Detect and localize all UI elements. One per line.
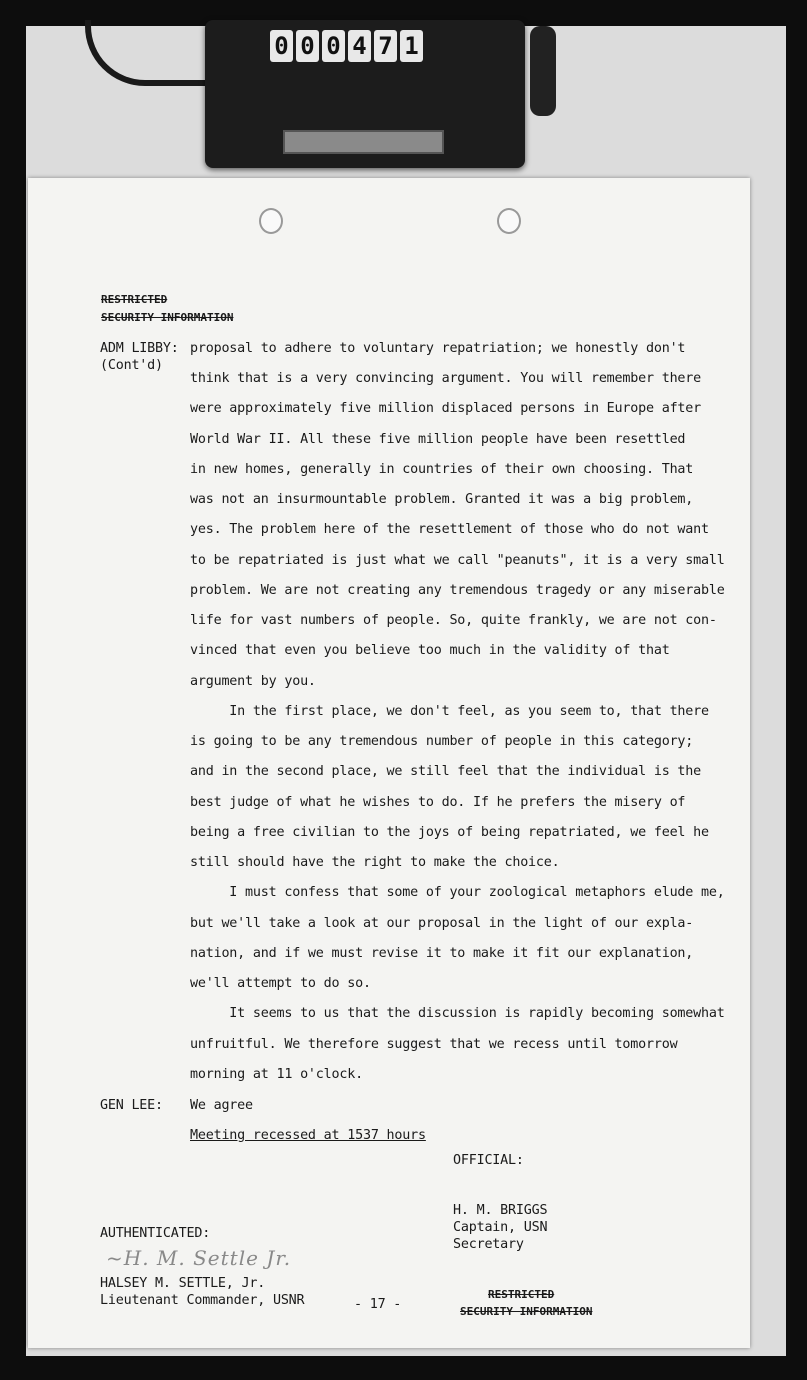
body-line: nation, and if we must revise it to make it fit our explanation,	[190, 946, 694, 961]
body-line: and in the second place, we still feel that the individual is the	[190, 764, 702, 779]
body-line: was not an insurmountable problem. Granted it was a big problem,	[190, 492, 694, 507]
body-line: is going to be any tremendous number of people in this category;	[190, 734, 694, 749]
speaker-statement: We agree	[190, 1098, 253, 1113]
official-label: OFFICIAL:	[453, 1153, 524, 1168]
header-classification: RESTRICTED	[101, 293, 168, 306]
official-title: Secretary	[453, 1237, 524, 1252]
body-line: think that is a very convincing argument. You will remember there	[190, 371, 702, 386]
punch-hole	[497, 208, 521, 234]
body-line: best judge of what he wishes to do. If he prefers the misery of	[190, 795, 686, 810]
footer-classification: RESTRICTED	[488, 1288, 555, 1301]
official-name: H. M. BRIGGS	[453, 1203, 548, 1218]
body-line: being a free civilian to the joys of being repatriated, we feel he	[190, 825, 709, 840]
authenticated-name: HALSEY M. SETTLE, Jr.	[100, 1276, 266, 1291]
counter-digit: 4	[348, 30, 371, 62]
counter-digit: 7	[374, 30, 397, 62]
footer-security-information: SECURITY INFORMATION	[460, 1305, 593, 1318]
official-rank: Captain, USN	[453, 1220, 548, 1235]
body-line: yes. The problem here of the resettlement of those who do not want	[190, 522, 709, 537]
body-line: proposal to adhere to voluntary repatriation; we honestly don't	[190, 341, 686, 356]
body-line: I must confess that some of your zoological metaphors elude me,	[190, 885, 725, 900]
speaker-name: ADM LIBBY:	[100, 341, 179, 356]
body-line: vinced that even you believe too much in the validity of that	[190, 643, 670, 658]
body-line: In the first place, we don't feel, as you seem to, that there	[190, 704, 709, 719]
counter-digit: 0	[322, 30, 345, 62]
counter-digit: 0	[296, 30, 319, 62]
body-line: problem. We are not creating any tremendous tragedy or any miserable	[190, 583, 725, 598]
speaker-continued: (Cont'd)	[100, 358, 163, 373]
counter-digit: 0	[270, 30, 293, 62]
page-number: - 17 -	[354, 1297, 402, 1312]
authenticated-rank: Lieutenant Commander, USNR	[100, 1293, 305, 1308]
body-line: World War II. All these five million people have been resettled	[190, 432, 686, 447]
counter-digit: 1	[400, 30, 423, 62]
body-line: to be repatriated is just what we call "peanuts", it is a very small	[190, 553, 725, 568]
header-security-information: SECURITY INFORMATION	[101, 311, 234, 324]
body-line: we'll attempt to do so.	[190, 976, 371, 991]
body-line: argument by you.	[190, 674, 316, 689]
body-line: still should have the right to make the choice.	[190, 855, 560, 870]
handwritten-signature: ~H. M. Settle Jr.	[106, 1246, 292, 1270]
punch-hole	[259, 208, 283, 234]
body-line: life for vast numbers of people. So, quite frankly, we are not con-	[190, 613, 717, 628]
body-line: unfruitful. We therefore suggest that we recess until tomorrow	[190, 1037, 678, 1052]
body-line: but we'll take a look at our proposal in the light of our expla-	[190, 916, 694, 931]
body-line: morning at 11 o'clock.	[190, 1067, 363, 1082]
speaker-name: GEN LEE:	[100, 1098, 163, 1113]
recess-note: Meeting recessed at 1537 hours	[190, 1128, 426, 1143]
counter-slot	[283, 130, 444, 154]
body-line: were approximately five million displaced persons in Europe after	[190, 401, 702, 416]
frame-counter-digits	[270, 30, 423, 64]
document-page	[28, 178, 750, 1348]
body-line: in new homes, generally in countries of their own choosing. That	[190, 462, 694, 477]
authenticated-label: AUTHENTICATED:	[100, 1226, 211, 1241]
body-line: It seems to us that the discussion is rapidly becoming somewhat	[190, 1006, 725, 1021]
counter-knob	[530, 26, 556, 116]
